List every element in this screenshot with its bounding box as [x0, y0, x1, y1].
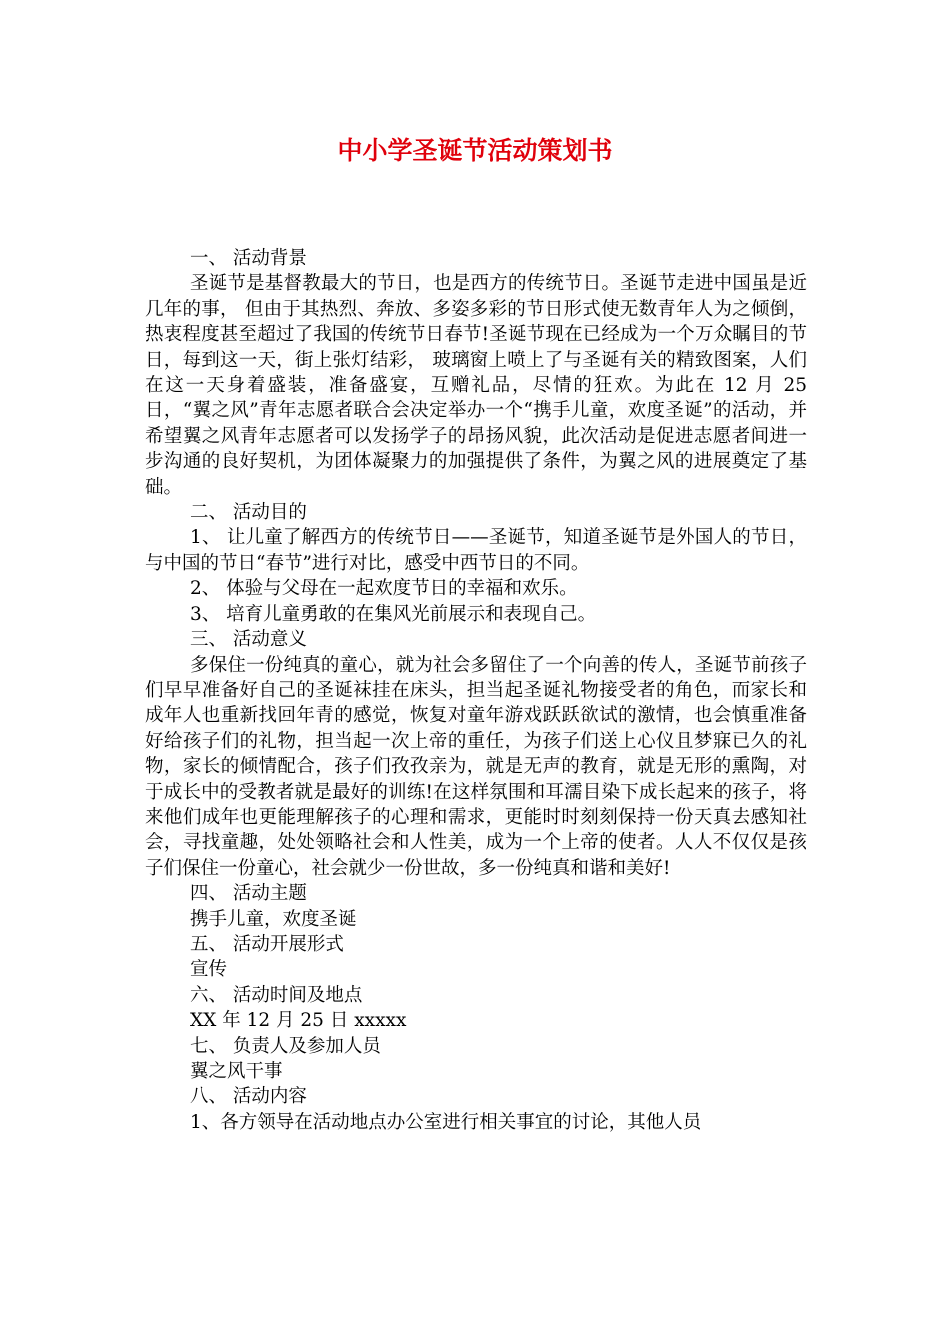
paragraph-significance: 多保住一份纯真的童心，就为社会多留住了一个向善的传人，圣诞节前孩子们早早准备好自己的圣诞袜挂在床头，担当起圣诞礼物接受者的角色，而家长和成年人也重新找回年青的感觉，恢复对童年游戏跃跃欲试的激情，也会慎重准备好给孩子们的礼物，担当起一次上帝的重任，为孩子们送上心仪且梦寐已久的礼物，家长的倾情配合，孩子们孜孜亲为，就是无声的教育，就是无形的熏陶，对于成长中的受教者就是最好的训练!在这样氛围和耳濡目染下成长起来的孩子，将来他们成年也更能理解孩子的心理和需求，更能时时刻刻保持一份天真去感知社会，寻找童趣，处处领略社会和人性美，成为一个上帝的使者。人人不仅仅是孩子们保住一份童心，社会就少一份世故，多一份纯真和谐和美好!	[145, 654, 807, 879]
section-heading-personnel: 七、 负责人及参加人员	[190, 1035, 381, 1057]
paragraph-purpose-3: 3、 培育儿童勇敢的在集风光前展示和表现自己。	[190, 603, 597, 625]
paragraph-purpose-2: 2、 体验与父母在一起欢度节日的幸福和欢乐。	[190, 578, 578, 600]
section-heading-content: 八、 活动内容	[190, 1086, 307, 1108]
section-heading-significance: 三、 活动意义	[190, 629, 307, 651]
document-body	[145, 246, 807, 1135]
paragraph-personnel: 翼之风干事	[190, 1061, 283, 1082]
paragraph-background: 圣诞节是基督教最大的节日，也是西方的传统节日。圣诞节走进中国虽是近几年的事， 但由于其热烈、奔放、多姿多彩的节日形式使无数青年人为之倾倒，热衷程度甚至超过了我国的传统节日春节!圣诞节现在已经成为一个万众瞩目的节日，每到这一天，街上张灯结彩， 玻璃窗上喷上了与圣诞有关的精致图案，人们在这一天身着盛装，准备盛宴，互赠礼品，尽情的狂欢。为此在 12 月 25 日，“翼之风”青年志愿者联合会决定举办一个“携手儿童，欢度圣诞”的活动，并希望翼之风青年志愿者可以发扬学子的昂扬风貌，此次活动是促进志愿者间进一步沟通的良好契机，为团体凝聚力的加强提供了条件，为翼之风的进展奠定了基础。	[145, 273, 807, 498]
section-heading-background: 一、 活动背景	[190, 248, 307, 269]
section-heading-theme: 四、 活动主题	[190, 883, 307, 905]
section-heading-time-place: 六、 活动时间及地点	[190, 984, 363, 1006]
paragraph-content-1: 1、各方领导在活动地点办公室进行相关事宜的讨论，其他人员	[190, 1111, 702, 1133]
paragraph-purpose-1: 1、 让儿童了解西方的传统节日——圣诞节，知道圣诞节是外国人的节日，与中国的节日“春节”进行对比，感受中西节日的不同。	[145, 527, 807, 574]
section-heading-format: 五、 活动开展形式	[190, 933, 344, 955]
paragraph-theme: 携手儿童，欢度圣诞	[190, 908, 357, 930]
paragraph-time-place: XX 年 12 月 25 日 xxxxx	[190, 1010, 407, 1032]
document-title: 中小学圣诞节活动策划书	[337, 136, 613, 165]
section-heading-purpose: 二、 活动目的	[190, 502, 307, 524]
paragraph-format: 宣传	[190, 959, 228, 981]
